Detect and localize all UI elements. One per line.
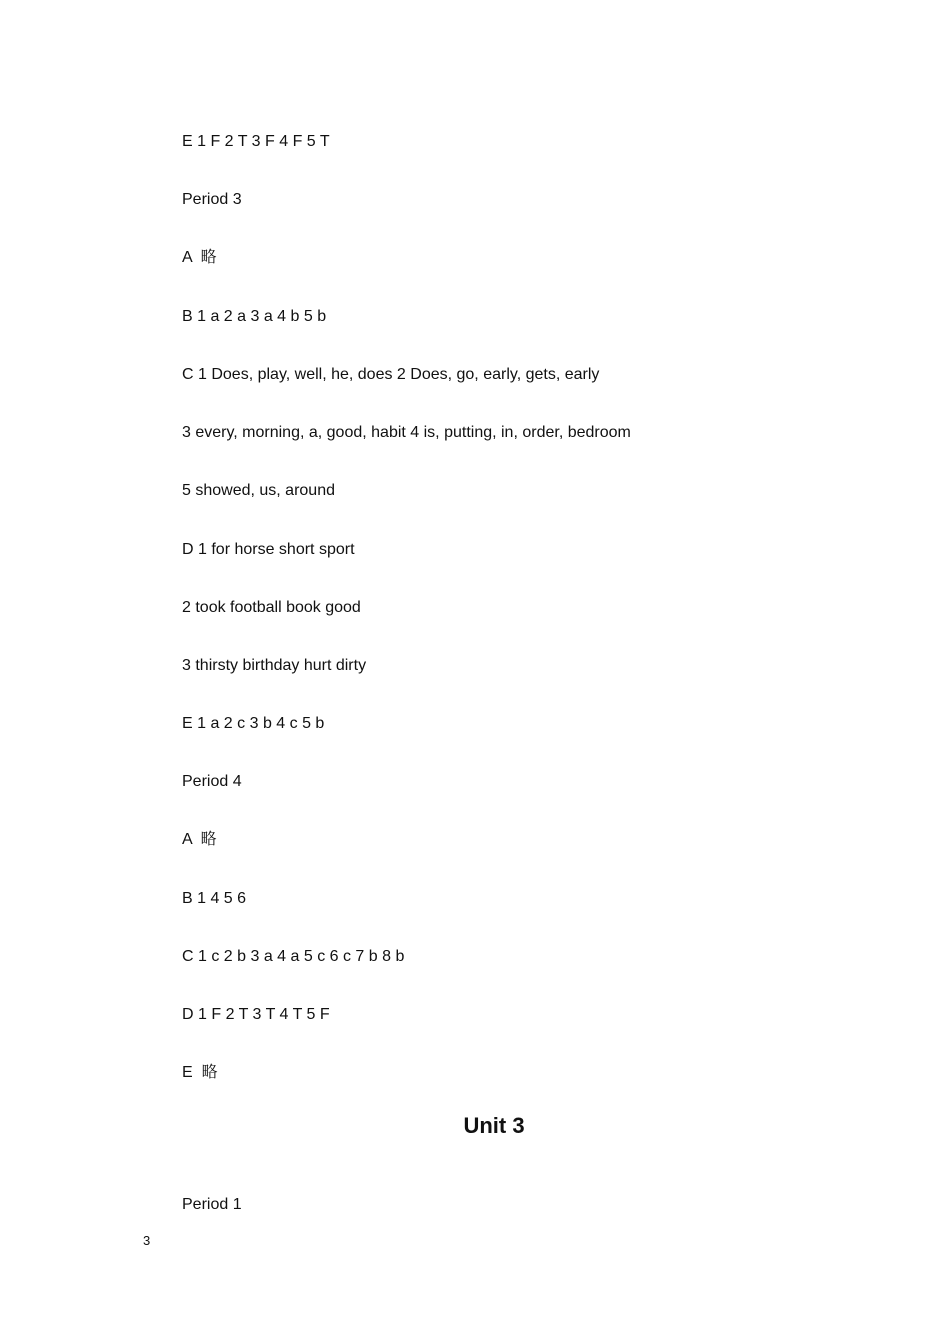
page-number: 3	[143, 1233, 151, 1248]
answer-line: A 略	[182, 831, 217, 848]
answer-line: 3 every, morning, a, good, habit 4 is, putting, in, order, bedroom	[182, 424, 631, 441]
answer-line: E 略	[182, 1064, 218, 1081]
period-heading: Period 1	[182, 1196, 242, 1213]
answer-line: 5 showed, us, around	[182, 482, 335, 499]
answer-line: C 1 c 2 b 3 a 4 a 5 c 6 c 7 b 8 b	[182, 948, 405, 965]
answer-line: 2 took football book good	[182, 599, 361, 616]
answer-line: A 略	[182, 249, 217, 266]
answer-line: C 1 Does, play, well, he, does 2 Does, go, early, gets, early	[182, 366, 600, 383]
answer-line: 3 thirsty birthday hurt dirty	[182, 657, 367, 674]
answer-line: B 1 a 2 a 3 a 4 b 5 b	[182, 308, 327, 325]
answer-line: E 1 a 2 c 3 b 4 c 5 b	[182, 715, 325, 732]
period-heading: Period 3	[182, 191, 242, 208]
period-heading: Period 4	[182, 773, 242, 790]
answer-line: E 1 F 2 T 3 F 4 F 5 T	[182, 133, 330, 150]
answer-line: D 1 F 2 T 3 T 4 T 5 F	[182, 1006, 330, 1023]
unit-heading: Unit 3	[463, 1113, 525, 1138]
answer-line: B 1 4 5 6	[182, 890, 247, 907]
answer-line: D 1 for horse short sport	[182, 541, 355, 558]
